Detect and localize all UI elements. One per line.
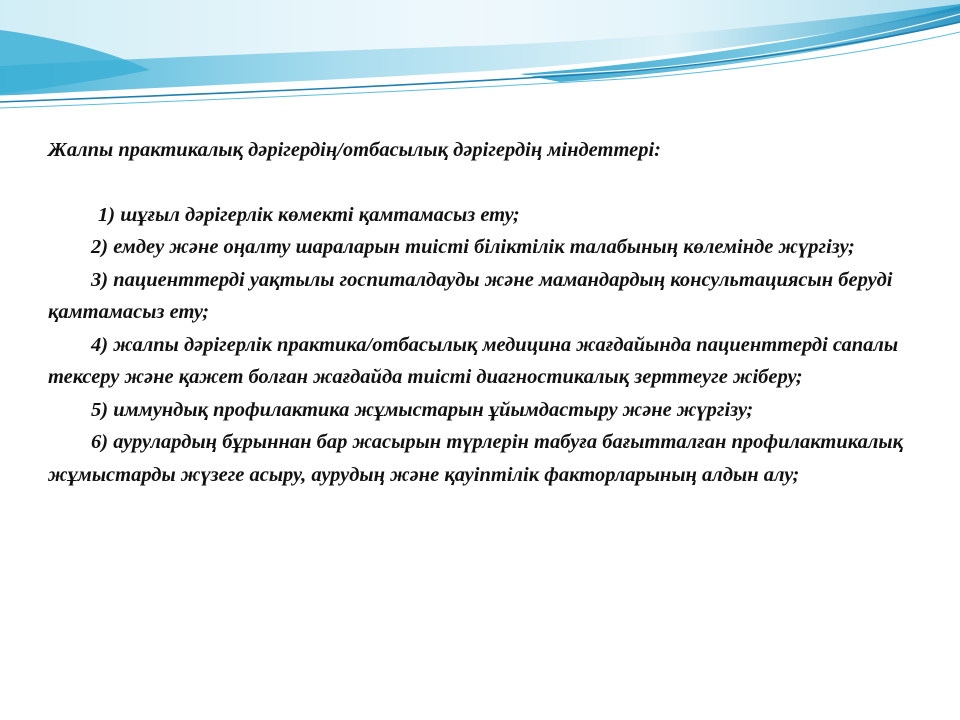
slide-body [48,134,928,491]
list-item-3: 3) пациенттерді уақтылы госпиталдауды және мамандардың консультациясын беруді қамтамасыз ету; [48,268,893,323]
header-wave-decoration [0,0,960,130]
list-item-5: 5) иммундық профилактика жұмыстарын ұйымдастыру және жүргізу; [91,398,754,421]
list-item-1: 1) шұғыл дәрігерлік көмекті қамтамасыз ету; [98,203,520,226]
slide-heading: Жалпы практикалық дәрігердің/отбасылық дәрігердің міндеттері: [48,139,661,161]
spacer [48,167,928,199]
list-item-4: 4) жалпы дәрігерлік практика/отбасылық медицина жағдайында пациенттерді сапалы тексеру және қажет болған жағдайда тиісті диагностикалық зерттеуге жіберу; [48,333,899,388]
list-item-2: 2) емдеу және оңалту шараларын тиісті біліктілік талабының көлемінде жүргізу; [91,236,855,258]
list-item-6: 6) аурулардың бұрыннан бар жасырын түрлерін табуға бағытталған профилактикалық жұмыстарды жүзеге асыру, аурудың және қауіптілік факторларының алдын алу; [48,431,903,486]
